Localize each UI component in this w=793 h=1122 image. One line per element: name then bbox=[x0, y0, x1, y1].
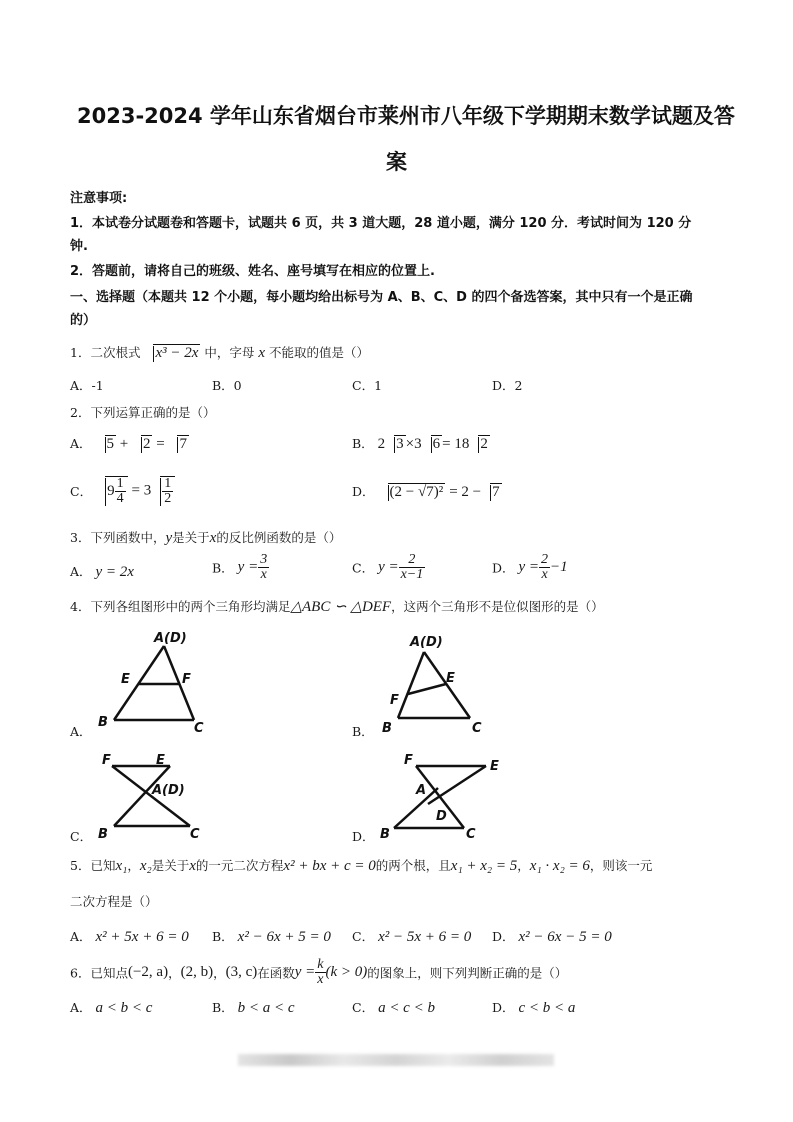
blurred-footer-watermark bbox=[238, 1054, 554, 1066]
q6-label-a: A． bbox=[70, 1000, 92, 1015]
question-4-stem bbox=[70, 597, 604, 616]
q6-text-a: 6．已知点 bbox=[70, 965, 128, 981]
notice-item-1-cont: 钟. bbox=[70, 239, 88, 254]
q6-option-d bbox=[492, 998, 575, 1017]
q5-label-a: A． bbox=[70, 929, 92, 944]
q4-figure-a bbox=[94, 628, 214, 740]
q2a-r2: 2 bbox=[142, 436, 151, 452]
q3c-den: x−1 bbox=[400, 567, 424, 582]
q1-radicand: x³ − 2x bbox=[155, 345, 199, 361]
figb-label-b: B bbox=[382, 721, 392, 736]
figb-label-c: C bbox=[472, 721, 482, 736]
figa-label-f: F bbox=[182, 672, 191, 687]
q4-label-b: B． bbox=[352, 724, 374, 739]
q5-x2: x₂ bbox=[139, 858, 152, 874]
q2b-eq: = 18 bbox=[442, 436, 470, 452]
q2a-r3: 7 bbox=[179, 436, 187, 452]
q2-label-c: C． bbox=[70, 484, 93, 499]
q6-func-lhs: y = bbox=[294, 964, 316, 980]
q1-text-end: 不能取的值是（） bbox=[269, 345, 370, 360]
page-title-continued: 案 bbox=[386, 150, 407, 174]
q2b-r3: 2 bbox=[480, 436, 488, 452]
q6c-expr: a < c < b bbox=[378, 1000, 435, 1016]
q6-text-c: 的图象上，则下列判断正确的是（） bbox=[367, 965, 568, 981]
q2-label-a: A． bbox=[70, 436, 92, 451]
figd-label-b: B bbox=[380, 827, 390, 842]
q4-text-pre: 4．下列各组图形中的两个三角形均满足 bbox=[70, 599, 291, 614]
question-1-stem bbox=[70, 343, 369, 362]
q2d-eq: = 2 − bbox=[449, 484, 482, 500]
section-heading-cont: 的） bbox=[70, 313, 97, 328]
q2c-num: 1 bbox=[116, 476, 124, 491]
q6b-expr: b < a < c bbox=[237, 1000, 295, 1016]
q5-label-b: B． bbox=[212, 929, 234, 944]
q6-option-a bbox=[70, 998, 152, 1017]
q3-text-end: 的反比例函数的是（） bbox=[216, 530, 342, 545]
section-heading: 一、选择题（本题共 12 个小题，每小题均给出标号为 A、B、C、D 的四个备选答案，其中只有一个是正确 bbox=[70, 290, 693, 305]
notice-heading: 注意事项: bbox=[70, 191, 128, 206]
q4-label-c: C． bbox=[70, 829, 93, 844]
q2c-sqrt1 bbox=[96, 476, 128, 506]
q6-p3: (3, c) bbox=[225, 964, 258, 980]
q4-label-a: A． bbox=[70, 724, 92, 739]
q2c-eq: = 3 bbox=[131, 482, 152, 499]
q2c-den2: 2 bbox=[164, 491, 172, 506]
q6-option-c bbox=[352, 998, 435, 1017]
q2c-num2: 1 bbox=[164, 476, 172, 491]
q6a-expr: a < b < c bbox=[95, 1000, 153, 1016]
figc-label-mid: A(D) bbox=[152, 783, 185, 798]
figb-label-f: F bbox=[390, 693, 399, 708]
q5-option-b bbox=[212, 927, 331, 946]
figc-label-f: F bbox=[102, 753, 111, 768]
q1-text-pre: 1．二次根式 bbox=[70, 345, 141, 360]
q2b-c1: 2 bbox=[377, 436, 386, 452]
q3-y: y bbox=[165, 530, 173, 546]
q2d-r: 7 bbox=[492, 484, 500, 500]
figc-label-c: C bbox=[190, 827, 200, 842]
q3a-expr: y = 2x bbox=[95, 564, 134, 580]
q1-option-c: C．1 bbox=[352, 378, 383, 393]
q1-text-post: 中，字母 bbox=[204, 345, 255, 360]
q5-x1: x₁ bbox=[115, 858, 128, 874]
question-5-stem: 5．已知x₁，x₂是关于x的一元二次方程x² + bx + c = 0的两个根，且x₁ + x₂ = 5，x₁ · x₂ = 6，则该一元 bbox=[70, 858, 653, 874]
q2b-mid: ×3 bbox=[405, 436, 422, 452]
q3-x: x bbox=[209, 530, 217, 546]
q6-num: k bbox=[317, 957, 324, 972]
figa-label-e: E bbox=[121, 672, 130, 687]
q6-p1: (−2, a) bbox=[127, 964, 169, 980]
q2-option-b bbox=[352, 434, 490, 453]
q2-option-a: A． 5 + 2 = 7 bbox=[70, 436, 187, 452]
q3-text-pre: 3．下列函数中， bbox=[70, 530, 166, 545]
q4-math: △ABC ∽ △DEF bbox=[290, 599, 392, 615]
q3c-num: 2 bbox=[408, 552, 416, 567]
q4-figure-d bbox=[376, 746, 516, 846]
q2-label-b: B． bbox=[352, 436, 374, 451]
q3-option-d bbox=[492, 553, 568, 582]
q6-label-b: B． bbox=[212, 1000, 234, 1015]
figb-label-e: E bbox=[446, 671, 455, 686]
q5-option-d bbox=[492, 927, 612, 946]
figd-label-f: F bbox=[404, 753, 413, 768]
q5-sep: ， bbox=[127, 858, 140, 873]
q1-radical bbox=[144, 344, 200, 362]
q5-prod: x₁ · x₂ = 6 bbox=[529, 858, 590, 874]
question-3-stem bbox=[70, 528, 341, 547]
q4-text-end: ，这两个三角形不是位似图形的是（） bbox=[391, 599, 604, 614]
figb-label-top: A(D) bbox=[410, 635, 443, 650]
q3b-den: x bbox=[258, 567, 269, 582]
q2b-sqrt1 bbox=[385, 435, 406, 453]
figa-label-top: A(D) bbox=[154, 631, 187, 646]
q2c-den: 4 bbox=[116, 491, 124, 506]
q2d-sqrt-outer bbox=[379, 483, 446, 501]
q3-option-b bbox=[212, 553, 269, 582]
q3-option-a bbox=[70, 562, 134, 581]
q6d-expr: c < b < a bbox=[518, 1000, 576, 1016]
q1-var: x bbox=[258, 345, 266, 361]
q3d-den: x bbox=[539, 567, 550, 582]
q3d-num: 2 bbox=[541, 552, 549, 567]
q5a-expr: x² + 5x + 6 = 0 bbox=[95, 929, 189, 945]
q3d-lhs: y = bbox=[518, 559, 540, 575]
q5-x: x bbox=[189, 858, 196, 874]
q5-text-e: ，则该一元 bbox=[589, 858, 653, 873]
q5-sum: x₁ + x₂ = 5 bbox=[450, 858, 518, 874]
q6-p2: (2, b) bbox=[180, 964, 214, 980]
notice-item-1: 1．本试卷分试题卷和答题卡，试题共 6 页，共 3 道大题，28 道小题，满分 120 分．考试时间为 120 分 bbox=[70, 216, 692, 231]
q5-label-d: D． bbox=[492, 929, 515, 944]
q3b-lhs: y = bbox=[237, 559, 259, 575]
q4-figure-c bbox=[94, 746, 214, 846]
q5-text-a: 5．已知 bbox=[70, 858, 116, 873]
q6-den: x bbox=[317, 972, 324, 987]
q5b-expr: x² − 6x + 5 = 0 bbox=[237, 929, 331, 945]
q4-figure-b bbox=[376, 628, 496, 740]
q2c-sqrt2 bbox=[151, 476, 175, 506]
q2a-sqrt2 bbox=[132, 435, 153, 453]
q2b-r1: 3 bbox=[396, 436, 404, 452]
q2b-sqrt2 bbox=[422, 435, 443, 453]
q6-cond: (k > 0) bbox=[325, 964, 368, 980]
q2d-sqrt bbox=[481, 483, 502, 501]
q2b-sqrt3 bbox=[469, 435, 490, 453]
figc-label-e: E bbox=[156, 753, 165, 768]
q4-label-d: D． bbox=[352, 829, 375, 844]
notice-item-2: 2．答题前，请将自己的班级、姓名、座号填写在相应的位置上. bbox=[70, 264, 435, 279]
q5-text-b: 是关于 bbox=[151, 858, 190, 873]
figa-label-c: C bbox=[194, 721, 204, 736]
q2c-whole: 9 bbox=[107, 482, 115, 499]
figa-label-b: B bbox=[98, 715, 108, 730]
q2a-r1: 5 bbox=[106, 436, 115, 452]
q3-label-b: B． bbox=[212, 560, 234, 576]
q6-label-c: C． bbox=[352, 1000, 375, 1015]
q5-option-c bbox=[352, 927, 471, 946]
q2a-sqrt3 bbox=[168, 435, 189, 453]
q2d-inner: (2 − √7)² bbox=[389, 484, 444, 500]
q3b-num: 3 bbox=[260, 552, 268, 567]
question-6-stem: 6．已知点(−2, a)，(2, b)，(3, c)在函数y = $\frac{k}{x}$ (k > 0)的图象上，则下列判断正确的是（） bbox=[70, 957, 568, 987]
q2b-r2: 6 bbox=[432, 436, 441, 452]
q5-option-a bbox=[70, 927, 189, 946]
q3-option-c bbox=[352, 553, 425, 582]
q3c-lhs: y = bbox=[378, 559, 399, 575]
q3-label-d: D． bbox=[492, 560, 515, 576]
q5-text-d: 的两个根，且 bbox=[375, 858, 451, 873]
q5-eq: x² + bx + c = 0 bbox=[283, 858, 376, 874]
q3d-tail: −1 bbox=[550, 559, 568, 575]
figd-label-a: A bbox=[416, 783, 427, 798]
figd-label-d: D bbox=[436, 809, 447, 824]
q1-option-d: D．2 bbox=[492, 378, 523, 393]
q2-option-d bbox=[352, 482, 502, 501]
q6-text-b: 在函数 bbox=[257, 965, 295, 981]
q5-label-c: C． bbox=[352, 929, 375, 944]
q3-label-c: C． bbox=[352, 560, 375, 576]
q3-label-a: A． bbox=[70, 564, 92, 579]
q5-text-c: 的一元二次方程 bbox=[195, 858, 284, 873]
q6-label-d: D． bbox=[492, 1000, 515, 1015]
page-title: 2023-2024 学年山东省烟台市莱州市八年级下学期期末数学试题及答 bbox=[77, 104, 735, 128]
q3-text-mid: 是关于 bbox=[172, 530, 210, 545]
question-5-stem-cont: 二次方程是（） bbox=[70, 894, 158, 909]
q1-option-a: A．-1 bbox=[70, 378, 104, 393]
q5d-expr: x² − 6x − 5 = 0 bbox=[518, 929, 612, 945]
q2-label-d: D． bbox=[352, 484, 375, 499]
q2a-sqrt1 bbox=[96, 435, 117, 453]
q6-option-b bbox=[212, 998, 295, 1017]
figd-label-e: E bbox=[490, 759, 499, 774]
figc-label-b: B bbox=[98, 827, 108, 842]
q1-option-b: B．0 bbox=[212, 378, 242, 393]
figd-label-c: C bbox=[466, 827, 476, 842]
q2-option-c bbox=[70, 476, 175, 506]
question-2-stem: 2．下列运算正确的是（） bbox=[70, 405, 216, 420]
q5c-expr: x² − 5x + 6 = 0 bbox=[378, 929, 472, 945]
